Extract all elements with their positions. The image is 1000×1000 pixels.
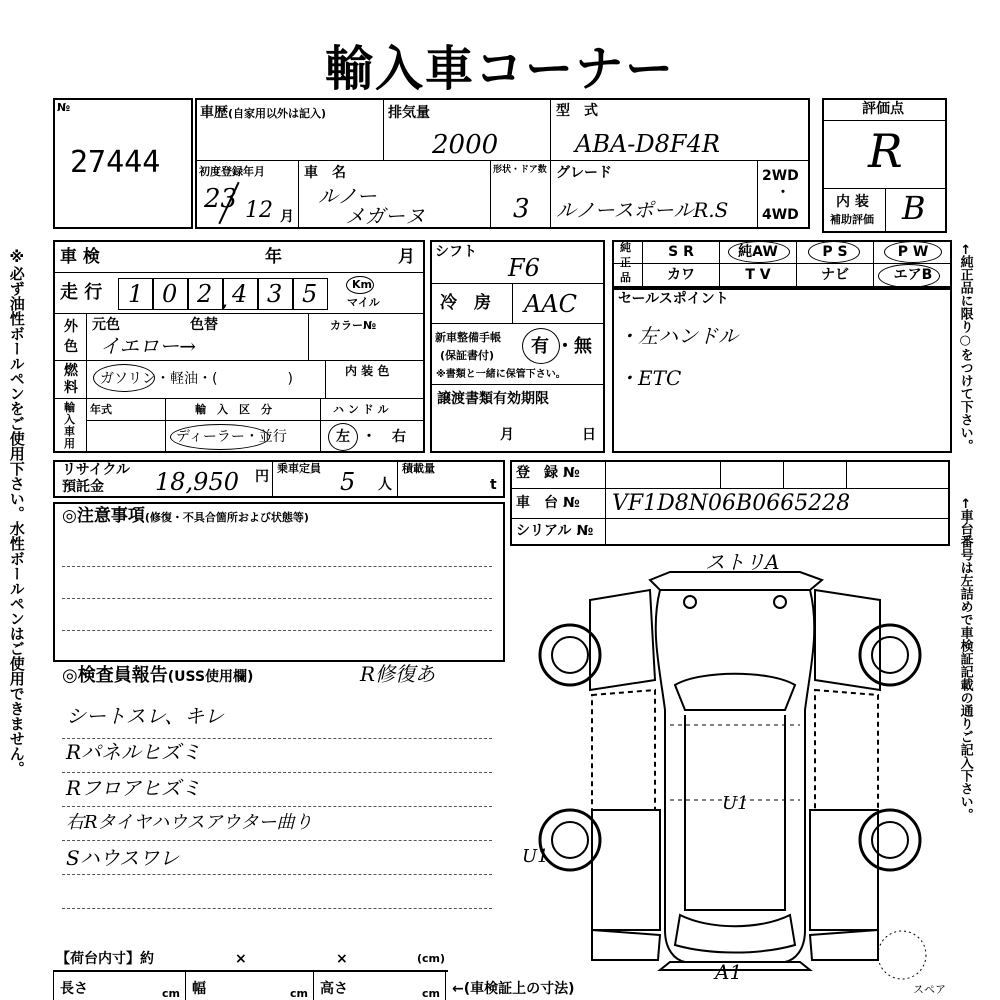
maintenance-no: 無	[574, 336, 592, 357]
mileage-unit-mile: マイル	[347, 296, 380, 309]
score-value: R	[868, 124, 903, 178]
option-navi: ナビ	[821, 267, 849, 283]
dims-width: 幅	[192, 981, 206, 997]
transfer-docs-day: 日	[582, 427, 596, 443]
option-airbag: エアB	[893, 267, 933, 283]
option-alloy-wheel: 純AW	[738, 244, 778, 260]
option-alloy-wheel-circle	[728, 241, 790, 263]
shift-value: F6	[508, 254, 540, 282]
maintenance-yes: 有	[531, 336, 549, 357]
handle-left-circle	[328, 423, 358, 451]
model-code-label: 型 式	[556, 103, 598, 119]
options-label3: 品	[620, 271, 631, 284]
mileage-digit-6: 5	[302, 280, 318, 308]
engine-label: 排気量	[388, 105, 430, 121]
diagram-front-mark: ストリA	[705, 550, 780, 574]
options-label2: 正	[620, 256, 631, 269]
mileage-digit-2: 0	[162, 280, 178, 308]
dims-length: 長さ	[60, 981, 88, 997]
load-label: 積載量	[402, 462, 435, 475]
fuel-side2: 料	[64, 380, 78, 396]
maintenance-dot: ・	[556, 336, 574, 357]
reg-no-label: 登 録 №	[516, 465, 580, 481]
recycle-unit: 円	[255, 469, 269, 485]
handle-right: 右	[392, 429, 406, 445]
option-tv: T V	[745, 267, 771, 283]
left-note: ※必ず油性ボールペンをご使用下さい。水性ボールペンはご使用できません。	[7, 248, 26, 776]
score-label: 評価点	[862, 101, 904, 117]
import-side4: 用	[64, 437, 75, 450]
option-power-window: P W	[897, 244, 929, 260]
chassis-no-label: 車 台 №	[516, 495, 580, 511]
sales-point-label: セールスポイント	[618, 291, 729, 307]
chassis-no-value: VF1D8N06B0665228	[612, 491, 851, 516]
transfer-docs-month: 月	[500, 427, 514, 443]
first-reg-label: 初度登録年月	[199, 165, 265, 178]
capacity-unit: 人	[378, 477, 392, 493]
import-class-label: 輸 入 区 分	[195, 403, 272, 416]
import-class-options: ディーラー・並行	[176, 429, 287, 445]
option-power-steering-circle	[808, 241, 860, 263]
cargo-x2: ×	[336, 951, 348, 967]
color-side1: 外	[64, 319, 78, 335]
interior-score-label1: 内 装	[836, 194, 869, 210]
first-reg-year: 23	[204, 184, 238, 214]
fuel-options: ガソリン・軽油・( )	[100, 371, 293, 387]
lot-number: 27444	[70, 145, 161, 180]
mileage-label: 走 行	[60, 282, 103, 303]
color-changed-label: 色替	[190, 317, 218, 333]
import-handle-label: ハ ン ド ル	[333, 403, 389, 416]
grade-label: グレード	[556, 165, 612, 181]
lot-mark: №	[57, 101, 71, 114]
cargo-label: 【荷台内寸】約	[56, 951, 154, 967]
caution-note: (修復・不具合箇所および状態等)	[144, 511, 309, 524]
mileage-separator: ,	[221, 288, 228, 313]
inspection-label: 車 検	[60, 247, 100, 267]
drive-4wd: 4WD	[762, 207, 799, 223]
drive-2wd: 2WD	[762, 168, 799, 184]
spare-label: スペア	[913, 983, 946, 996]
inspector-line-1: シートスレ、キレ	[66, 704, 224, 728]
import-side2: 入	[64, 413, 75, 426]
car-name-line2: メガーヌ	[345, 204, 425, 228]
interior-score-value: B	[902, 189, 926, 227]
maintenance-label1: 新車整備手帳	[435, 331, 501, 344]
import-year-label: 年式	[90, 403, 112, 416]
options-note: ←純正品に限り○をつけて下さい。	[957, 244, 973, 452]
ac-value: AAC	[524, 290, 578, 318]
dims-height: 高さ	[320, 981, 348, 997]
capacity-label: 乗車定員	[277, 462, 321, 475]
color-orig-label: 元色	[92, 317, 120, 333]
inspector-label: ◎検査員報告(USS使用欄)	[62, 665, 254, 686]
engine-value: 2000	[432, 130, 499, 160]
color-code-label: カラー№	[330, 319, 377, 332]
history-note: (自家用以外は記入)	[228, 107, 327, 120]
history-label: 車歴(自家用以外は記入)	[200, 105, 327, 121]
mileage-digit-1: 1	[128, 280, 144, 308]
handle-left: 左	[336, 429, 350, 445]
maintenance-yes-circle	[522, 328, 560, 364]
fuel-side1: 燃	[64, 363, 78, 379]
cargo-x1: ×	[235, 951, 247, 967]
inspector-line-2: Rパネルヒズミ	[66, 740, 202, 764]
inspector-line-5: Sハウスワレ	[66, 846, 180, 870]
option-power-window-circle	[884, 241, 942, 263]
import-side1: 輸	[64, 401, 75, 414]
transfer-docs-label: 譲渡書類有効期限	[437, 391, 549, 407]
shift-label: シフト	[435, 244, 477, 260]
model-code-value: ABA-D8F4R	[575, 130, 720, 158]
inspection-month: 月	[398, 247, 415, 267]
sales-point-line1: ・左ハンドル	[618, 324, 738, 348]
dims-width-unit: cm	[290, 987, 308, 1000]
option-leather: カワ	[667, 267, 695, 283]
recycle-label2: 預託金	[62, 479, 104, 495]
grade-value: ルノースポールR.S	[556, 198, 729, 222]
drive-dot: ・	[776, 185, 790, 201]
recycle-value: 18,950	[155, 468, 239, 496]
ac-label: 冷 房	[440, 293, 491, 313]
maintenance-note: ※書類と一緒に保管下さい。	[436, 369, 566, 380]
mileage-digit-4: 4	[232, 280, 248, 308]
caution-label: ◎注意事項(修復・不具合箇所および状態等)	[62, 506, 309, 526]
fuel-gasoline-circle	[93, 364, 155, 392]
inspection-year: 年	[265, 247, 282, 267]
mileage-digit-5: 3	[267, 280, 283, 308]
first-reg-month-unit: 月	[280, 209, 294, 225]
options-label1: 純	[620, 241, 631, 254]
load-unit: t	[490, 477, 497, 493]
recycle-label1: リサイクル	[62, 462, 131, 478]
diagram-side-mark: U1	[522, 846, 549, 867]
mileage-digit-3: 2	[197, 280, 213, 308]
option-power-steering: P S	[822, 244, 848, 260]
interior-score-label2: 補助評価	[830, 213, 874, 226]
serial-no-label: シリアル №	[516, 523, 594, 539]
diagram-rear-mark: A1	[715, 960, 743, 984]
color-side2: 色	[64, 339, 78, 355]
import-side3: 車	[64, 425, 75, 438]
sales-point-line2: ・ETC	[618, 366, 682, 390]
option-sr: S R	[668, 244, 694, 260]
option-airbag-circle	[878, 264, 940, 288]
interior-color-label: 内 装 色	[345, 364, 390, 378]
mileage-unit-km: Km	[352, 278, 372, 291]
maintenance-label2: (保証書付)	[440, 349, 495, 362]
page-title: 輸入車コーナー	[324, 41, 675, 97]
dims-note: ←(車検証上の寸法)	[452, 981, 575, 997]
capacity-value: 5	[340, 468, 356, 496]
doors-label: 形状・ドア数	[493, 165, 547, 175]
inspector-summary: R修復あ	[360, 662, 436, 686]
first-reg-month: 12	[245, 198, 273, 223]
import-dealer-circle	[170, 424, 270, 450]
diagram-center-mark: U1	[722, 793, 749, 814]
inspector-line-4: 右Rタイヤハウスアウター曲り	[66, 812, 313, 833]
caution-box	[53, 502, 505, 662]
car-name-label: 車 名	[304, 165, 346, 181]
inspector-note: (USS使用欄)	[167, 669, 254, 685]
dims-length-unit: cm	[162, 987, 180, 1000]
chassis-note: ←車台番号は左詰めで車検証記載の通りご記入下さい。	[957, 498, 973, 821]
handle-dot: ・	[362, 429, 376, 445]
car-diagram	[510, 550, 950, 995]
cargo-unit: (cm)	[417, 952, 446, 965]
inspector-line-3: Rフロアヒズミ	[66, 776, 202, 800]
dims-height-unit: cm	[422, 987, 440, 1000]
doors-value: 3	[513, 194, 530, 224]
color-value: イエロー→	[100, 334, 196, 358]
car-name-line1: ルノー	[318, 184, 377, 208]
